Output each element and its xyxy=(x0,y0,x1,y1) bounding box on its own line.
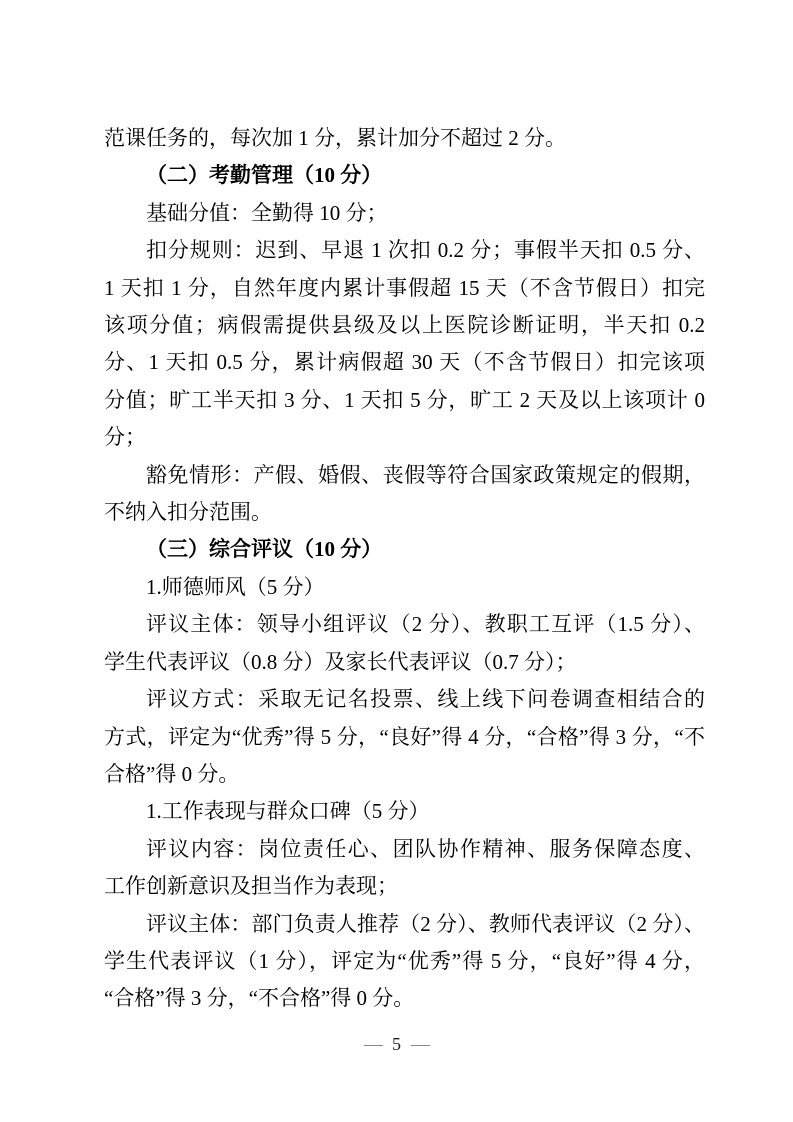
page-footer xyxy=(0,1030,793,1059)
body-text-line: 方式，评定为“优秀”得 5 分，“良好”得 4 分，“合格”得 3 分，“不 xyxy=(104,724,705,749)
section-heading-attendance-management: （二）考勤管理（10 分） xyxy=(146,163,383,188)
body-text-line: 不纳入扣分范围。 xyxy=(104,500,272,525)
section-heading-comprehensive-review: （三）综合评议（10 分） xyxy=(146,537,383,562)
subsection-heading-work-performance: 1.工作表现与群众口碑（5 分） xyxy=(146,799,430,824)
footer-dash-left: — xyxy=(364,1034,382,1055)
body-text-line: 评议方式：采取无记名投票、线上线下问卷调查相结合的 xyxy=(146,687,705,712)
page-number: 5 xyxy=(392,1034,401,1054)
body-text-line: “合格”得 3 分，“不合格”得 0 分。 xyxy=(104,986,415,1011)
body-text-line: 评议主体：部门负责人推荐（2 分）、教师代表评议（2 分）、 xyxy=(146,911,705,936)
body-text-line: 评议主体：领导小组评议（2 分）、教职工互评（1.5 分）、 xyxy=(146,612,705,637)
body-text-line: 豁免情形：产假、婚假、丧假等符合国家政策规定的假期， xyxy=(146,462,705,487)
body-text-line: 学生代表评议（0.8 分）及家长代表评议（0.7 分）； xyxy=(104,649,577,674)
body-text-line: 该项分值；病假需提供县级及以上医院诊断证明，半天扣 0.2 xyxy=(104,313,705,338)
body-text-line: 范课任务的，每次加 1 分，累计加分不超过 2 分。 xyxy=(104,126,566,150)
document-body xyxy=(104,120,705,1018)
body-text-line: 学生代表评议（1 分），评定为“优秀”得 5 分，“良好”得 4 分， xyxy=(104,948,705,973)
body-text-line: 基础分值：全勤得 10 分； xyxy=(146,200,388,225)
body-text-line: 扣分规则：迟到、早退 1 次扣 0.2 分；事假半天扣 0.5 分、 xyxy=(146,238,705,263)
body-text-line: 合格”得 0 分。 xyxy=(104,761,240,786)
body-text-line: 分； xyxy=(104,425,146,450)
footer-dash-right: — xyxy=(411,1034,429,1055)
body-text-line: 分值；旷工半天扣 3 分、1 天扣 5 分，旷工 2 天及以上该项计 0 xyxy=(104,387,705,412)
body-text-line: 工作创新意识及担当作为表现； xyxy=(104,874,398,899)
body-text-line: 1 天扣 1 分，自然年度内累计事假超 15 天（不含节假日）扣完 xyxy=(104,275,705,300)
body-text-line: 分、1 天扣 0.5 分，累计病假超 30 天（不含节假日）扣完该项 xyxy=(104,350,705,375)
body-text-line: 评议内容：岗位责任心、团队协作精神、服务保障态度、 xyxy=(146,836,705,861)
subsection-heading-teacher-ethics: 1.师德师风（5 分） xyxy=(146,574,325,599)
